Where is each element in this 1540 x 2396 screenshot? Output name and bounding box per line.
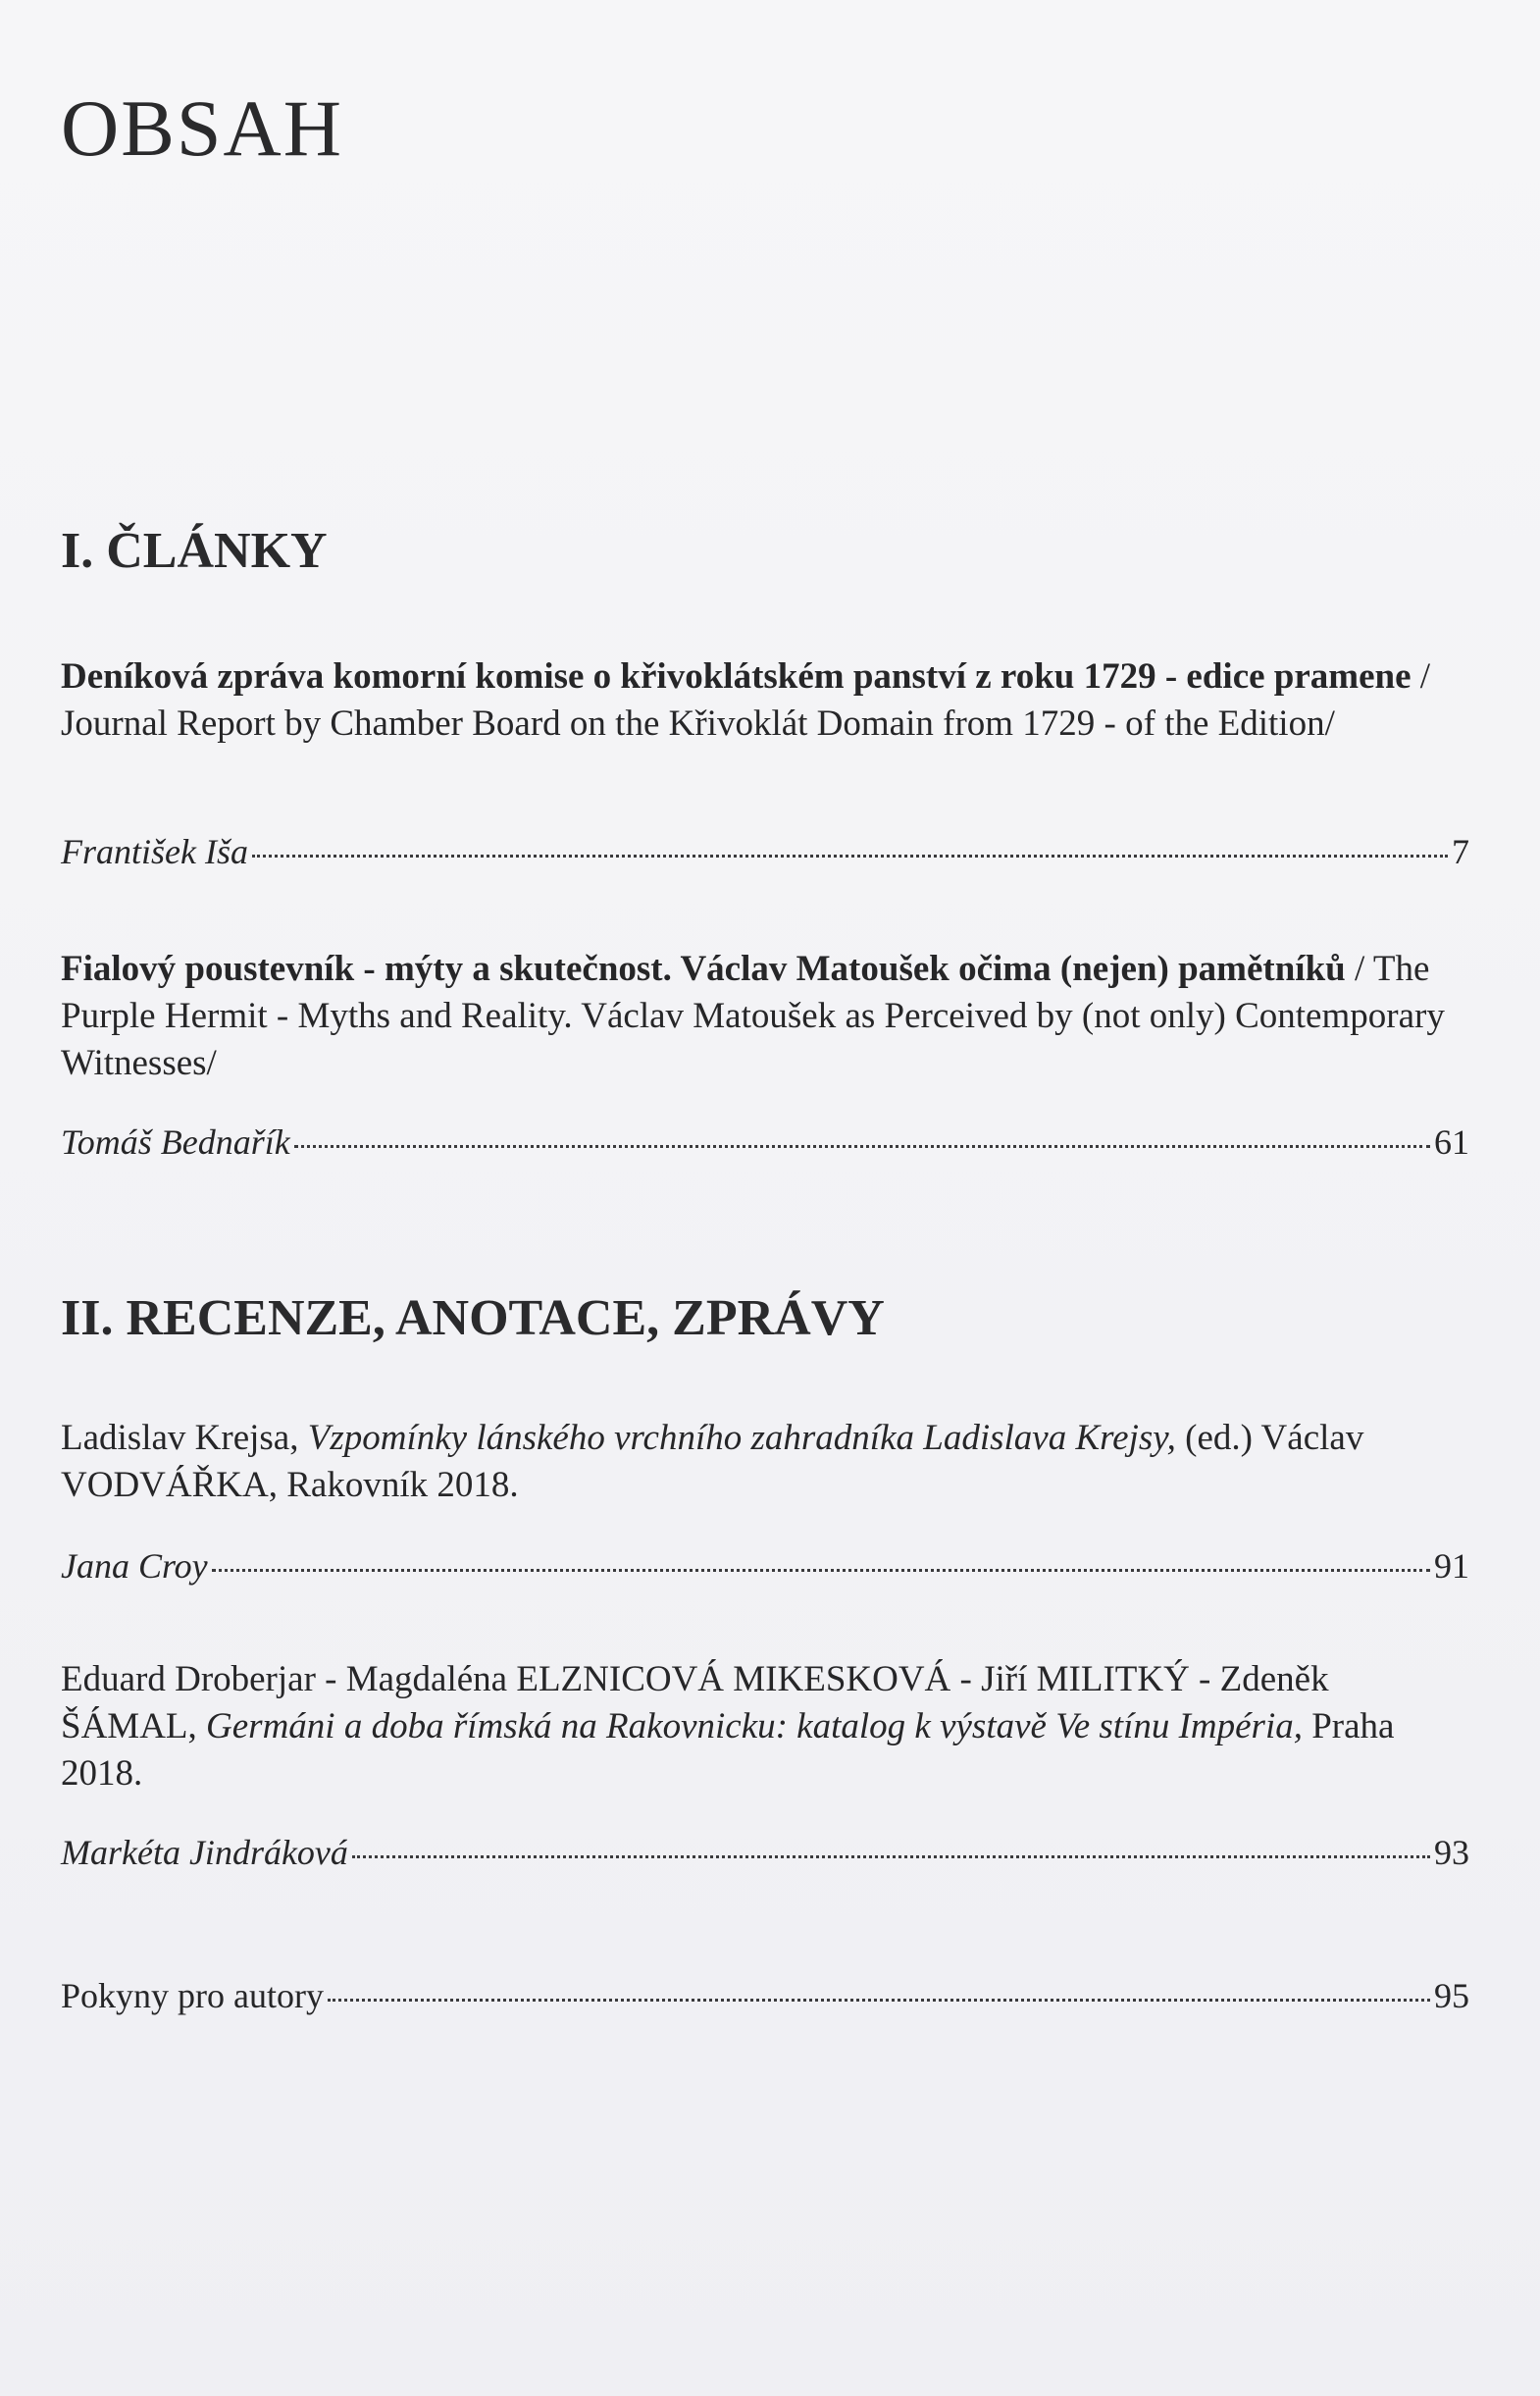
dot-leader xyxy=(328,1999,1430,2002)
toc-entry xyxy=(61,946,1473,1087)
page-number: 7 xyxy=(1452,832,1469,871)
toc-author-line[interactable] xyxy=(61,1831,1469,1874)
entry-title-czech: Deníková zpráva komorní komise o křivoklátském panství z roku 1729 - edice pramene xyxy=(61,656,1412,697)
entry-author: František Iša xyxy=(61,832,248,871)
toc-entry xyxy=(61,653,1473,748)
dot-leader xyxy=(212,1569,1430,1572)
entry-title-czech: Fialový poustevník - mýty a skutečnost. Václav Matoušek očima (nejen) pamětníků xyxy=(61,949,1346,989)
page-number: 61 xyxy=(1434,1122,1469,1162)
page-number: 93 xyxy=(1434,1833,1469,1872)
dot-leader xyxy=(294,1145,1430,1148)
toc-author-line[interactable] xyxy=(61,1120,1469,1164)
entry-publication: Praha 2018. xyxy=(61,1706,1395,1794)
page-title: OBSAH xyxy=(61,83,343,173)
entry-title xyxy=(61,653,1473,748)
entry-author: Markéta Jindráková xyxy=(61,1833,348,1872)
page-number: 95 xyxy=(1434,1976,1469,2015)
entry-title xyxy=(61,1415,1473,1509)
entry-title xyxy=(61,946,1473,1087)
entry-author: Jana Croy xyxy=(61,1546,208,1586)
dot-leader xyxy=(352,1855,1430,1858)
author-guidelines-label: Pokyny pro autory xyxy=(61,1976,324,2015)
toc-author-line[interactable] xyxy=(61,1544,1469,1588)
entry-title-english: / Journal Report by Chamber Board on the Křivoklát Domain from 1729 - of the Edition/ xyxy=(61,656,1431,744)
entry-work-title: Vzpomínky lánského vrchního zahradníka Ladislava Krejsy, xyxy=(307,1418,1176,1458)
entry-work-title: Germáni a doba římská na Rakovnicku: katalog k výstavě Ve stínu Impéria, xyxy=(206,1706,1303,1746)
entry-publication: (ed.) Václav VODVÁŘKA, Rakovník 2018. xyxy=(61,1418,1364,1505)
entry-title xyxy=(61,1656,1473,1797)
entry-author-of-work: Ladislav Krejsa, xyxy=(61,1418,308,1458)
page-number: 91 xyxy=(1434,1546,1469,1586)
toc-entry xyxy=(61,1656,1473,1797)
entry-author-of-work: Eduard Droberjar - Magdaléna ELZNICOVÁ MIKESKOVÁ - Jiří MILITKÝ - Zdeněk ŠÁMAL, xyxy=(61,1659,1329,1746)
entry-author: Tomáš Bednařík xyxy=(61,1122,290,1162)
toc-author-line[interactable] xyxy=(61,830,1469,873)
entry-title-english: / The Purple Hermit - Myths and Reality. Václav Matoušek as Perceived by (not only) Contemporary Witnesses/ xyxy=(61,949,1445,1083)
section-heading-recenze: II. RECENZE, ANOTACE, ZPRÁVY xyxy=(61,1290,885,1346)
toc-entry xyxy=(61,1415,1473,1509)
dot-leader xyxy=(252,855,1448,858)
toc-footer-line[interactable] xyxy=(61,1974,1469,2017)
section-heading-clanky: I. ČLÁNKY xyxy=(61,523,328,579)
